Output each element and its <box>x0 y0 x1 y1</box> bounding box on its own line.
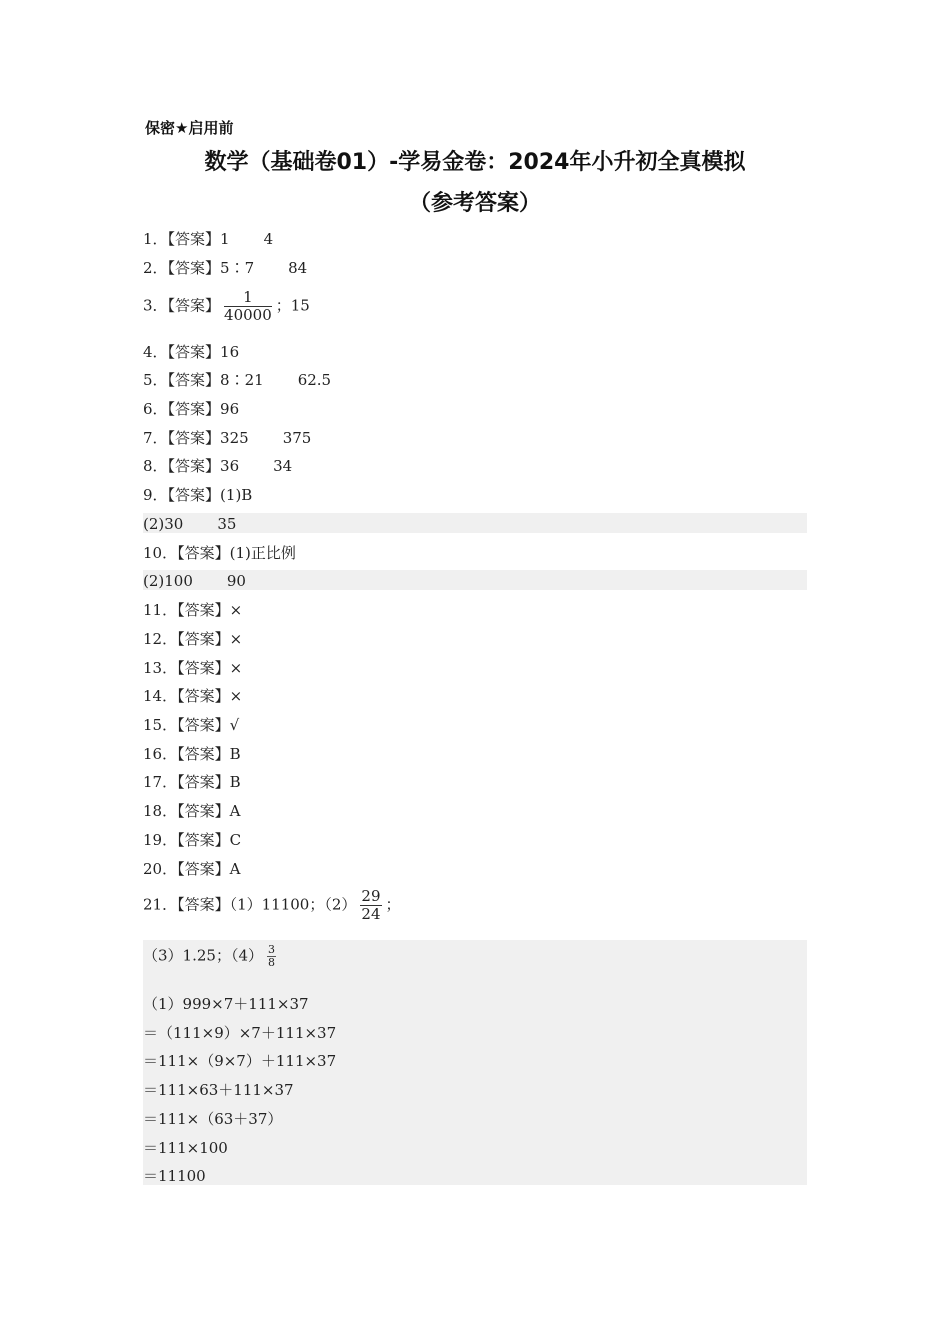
answer-11: 11．【答案】× <box>143 601 243 619</box>
answer-21: 21．【答案】（1）11100；（2） $\frac{29}{24}$ ； <box>143 887 401 923</box>
document-title: 数学（基础卷01）-学易金卷：2024年小升初全真模拟 <box>204 150 746 175</box>
answer-3: 3．【答案】 $\frac{1}{40000}$ ；15 <box>143 288 310 324</box>
answer-10-sub: (2)100 90 <box>143 572 246 590</box>
solution-step: ＝111×（9×7）＋111×37 <box>143 1052 337 1070</box>
solution-step: ＝11100 <box>143 1167 206 1185</box>
answer-10: 10．【答案】(1)正比例 <box>143 544 296 562</box>
answer-18: 18．【答案】A <box>143 802 241 820</box>
answer-4: 4．【答案】16 <box>143 343 240 361</box>
answer-13: 13．【答案】× <box>143 659 243 677</box>
fraction: $\frac{3}{8}$ <box>268 943 275 969</box>
answer-17: 17．【答案】B <box>143 773 241 791</box>
answer-16: 16．【答案】B <box>143 745 241 763</box>
solution-step: ＝（111×9）×7＋111×37 <box>143 1024 337 1042</box>
answer-6: 6．【答案】96 <box>143 400 240 418</box>
fraction: $\frac{1}{40000}$ <box>224 288 272 324</box>
answer-8: 8．【答案】36 34 <box>143 457 293 475</box>
answer-15: 15．【答案】√ <box>143 716 240 734</box>
answer-12: 12．【答案】× <box>143 630 243 648</box>
answer-7: 7．【答案】325 375 <box>143 429 312 447</box>
confidential-label: 保密★启用前 <box>145 119 234 137</box>
answer-1: 1．【答案】1 4 <box>143 230 274 248</box>
answer-19: 19．【答案】C <box>143 831 242 849</box>
answer-9: 9．【答案】(1)B <box>143 486 253 504</box>
answer-5: 5．【答案】8∶21 62.5 <box>143 371 332 389</box>
solution-step: ＝111×（63＋37） <box>143 1110 283 1128</box>
answer-14: 14．【答案】× <box>143 687 243 705</box>
fraction: $\frac{29}{24}$ <box>361 887 381 923</box>
answer-9-sub-shade <box>143 513 807 533</box>
answer-9-sub: (2)30 35 <box>143 515 237 533</box>
solution-step: ＝111×100 <box>143 1139 228 1157</box>
solution-step: （1）999×7＋111×37 <box>143 995 309 1013</box>
answer-20: 20．【答案】A <box>143 860 241 878</box>
answer-2: 2．【答案】5∶7 84 <box>143 259 308 277</box>
answer-21-part3: （3）1.25；（4） $\frac{3}{8}$ <box>143 943 275 969</box>
document-subtitle: （参考答案） <box>408 191 541 216</box>
solution-step: ＝111×63＋111×37 <box>143 1081 294 1099</box>
